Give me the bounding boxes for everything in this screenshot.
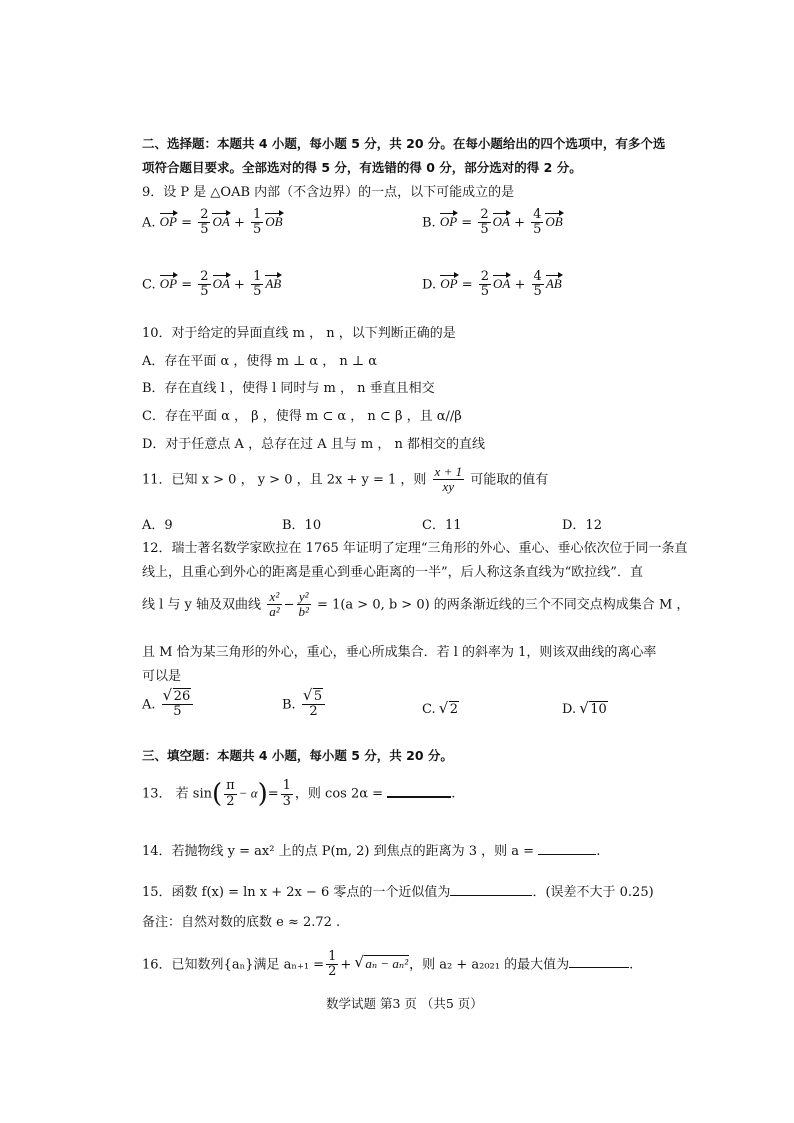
q9-d-frac1-num: 2 (480, 269, 490, 284)
q12-b-den: 2 (309, 704, 318, 720)
q12-a-rad: 26 (173, 689, 191, 704)
q13-rparen: ) (257, 779, 268, 809)
q9-d-label: D. (422, 277, 437, 293)
q9-c-frac2 (251, 270, 263, 300)
q16-frac-half (326, 950, 338, 980)
q10-option-c: C．存在平面 α ， β ，使得 m ⊂ α ， n ⊂ β ，且 α//β (142, 409, 462, 424)
q11-frac-num: x + 1 (434, 464, 463, 479)
q12-frac-x-num: x² (267, 590, 281, 605)
q12-c-sqrt (440, 702, 459, 717)
q13-pi: π (226, 778, 235, 794)
q9-d-vec-op: OP (440, 276, 458, 292)
q9-stem: 9．设 P 是 △OAB 内部（不含边界）的一点，以下可能成立的是 (142, 185, 515, 200)
q9-a-frac2 (251, 208, 263, 238)
q12-a-sqrt (164, 690, 192, 704)
q15-note: 备注：自然对数的底数 e ≈ 2.72 . (142, 915, 341, 930)
q9-c-label: C. (142, 277, 156, 293)
q9-a-frac1-num: 2 (200, 207, 209, 222)
q9-c-frac2-num: 1 (253, 269, 262, 284)
q11-stem (142, 465, 548, 495)
q13-pre: 13． 若 sin (142, 786, 213, 802)
q13-alpha: − α (238, 785, 258, 801)
q9-a-vec-op: OP (159, 214, 178, 230)
q13-eq: = (267, 786, 279, 802)
q9-a-frac2-num: 1 (252, 207, 262, 222)
q12-b-rad: 5 (313, 689, 323, 704)
section3-header: 三、填空题：本题共 4 小题，每小题 5 分，共 20 分。 (142, 748, 453, 763)
q9-b-frac1 (478, 208, 490, 238)
q13-post: ，则 cos 2α = (294, 786, 388, 802)
q9-a-frac2-den: 5 (252, 222, 262, 238)
q14-text: 14．若抛物线 y = ax² 上的点 P(m, 2) 到焦点的距离为 3 ，则 a = (142, 844, 539, 859)
section2-header-line1: 二、选择题：本题共 4 小题，每小题 5 分，共 20 分。在每小题给出的四个选项中，有多个选 (142, 136, 666, 151)
q15-answer-blank[interactable] (450, 894, 532, 896)
q9-b-vec-ob: OB (545, 214, 563, 230)
q16-answer-blank[interactable] (569, 966, 629, 968)
q11-option-a: A．9 (142, 518, 173, 533)
q13-two: 2 (226, 793, 235, 809)
q9-option-c: C. OP = $\frac{2}{5}$ OA + $\frac{1}{5}$ AB (142, 269, 282, 300)
q9-b-frac1-num: 2 (480, 207, 489, 222)
q13 (142, 779, 455, 809)
q9-d-frac2-den: 5 (533, 284, 542, 300)
q11-option-b: B．10 (282, 518, 322, 533)
q9-c-vec-oa: OA (212, 276, 230, 292)
q12-option-d (562, 702, 608, 717)
q12-c-rad: 2 (449, 702, 459, 717)
q15 (142, 881, 654, 900)
q12-line3-pre: 线 l 与 y 轴及双曲线 (142, 597, 262, 613)
q9-d-frac2-num: 4 (533, 269, 542, 284)
q10-option-a: A．存在平面 α ，使得 m ⊥ α ， n ⊥ α (142, 354, 378, 369)
q12-line3-post: = 1(a > 0, b > 0) 的两条渐近线的三个不同交点构成集合 M ， (317, 597, 690, 613)
q12-frac-x (267, 590, 281, 620)
page-footer: 数学试题 第3 页 （共5 页） (326, 996, 483, 1011)
q13-answer-blank[interactable] (387, 795, 451, 798)
q12-line4: 且 M 恰为某三角形的外心，重心，垂心所成集合．若 l 的斜率为 1，则该双曲线的离心率 (142, 645, 657, 660)
q12-d-label: D. (562, 702, 577, 717)
q9-b-frac2 (531, 208, 543, 238)
q16-end: . (629, 957, 634, 973)
q9-d-vec-oa: OA (493, 276, 511, 292)
q9-a-frac1-den: 5 (200, 222, 209, 238)
q9-option-a: A. OP = $\frac{2}{5}$ OA + $\frac{1}{5}$ OB (142, 207, 283, 238)
q11-option-d: D．12 (562, 518, 602, 533)
q15-text: 15．函数 f(x) = ln x + 2x − 6 零点的一个近似值为 (142, 885, 451, 900)
q12-line2: 线上，且重心到外心的距离是重心到垂心距离的一半”，后人称这条直线为“欧拉线”．直 (142, 565, 643, 580)
q16-half-num: 1 (328, 949, 337, 964)
q16-post: ，则 a₂ + a₂₀₂₁ 的最大值为 (409, 957, 570, 973)
q9-d-frac1-den: 5 (480, 284, 490, 300)
q9-b-frac2-num: 4 (533, 207, 542, 222)
q11-fraction (433, 465, 465, 495)
q12-a-den: 5 (173, 704, 182, 720)
q13-one: 1 (282, 778, 291, 794)
q13-frac-pi (224, 779, 237, 809)
q12-option-a (142, 690, 195, 720)
q9-a-vec-oa: OA (212, 214, 230, 230)
q9-d-frac1 (479, 270, 491, 300)
q9-c-frac1 (198, 270, 210, 300)
q9-b-vec-op: OP (439, 214, 458, 230)
q14 (142, 840, 600, 859)
q10-option-b: B．存在直线 l ，使得 l 同时与 m ， n 垂直且相交 (142, 381, 435, 396)
q12-line1: 12．瑞士著名数学家欧拉在 1765 年证明了定理“三角形的外心、重心、垂心依次位于同一条直 (142, 541, 688, 556)
q9-d-frac2 (532, 270, 544, 300)
q12-frac-x-den: a² (269, 604, 280, 620)
q9-c-vec-ab: AB (265, 276, 282, 292)
q14-end: . (596, 844, 601, 859)
q9-c-vec-op: OP (159, 276, 178, 292)
q13-three: 3 (282, 793, 291, 809)
q9-d-vec-ab: AB (545, 276, 562, 292)
q10-stem: 10．对于给定的异面直线 m ， n ，以下判断正确的是 (142, 326, 456, 341)
q9-b-vec-oa: OA (492, 214, 510, 230)
q12-b-frac (302, 690, 325, 720)
q9-option-d: D. OP = $\frac{2}{5}$ OA + $\frac{4}{5}$ AB (422, 269, 562, 300)
q12-line5: 可以是 (142, 669, 182, 684)
q12-a-label: A. (142, 697, 156, 713)
q12-option-c (422, 702, 459, 717)
q11-stem-post: 可能取的值有 (470, 472, 549, 488)
q12-d-sqrt (580, 702, 608, 717)
q12-d-rad: 10 (590, 702, 607, 717)
q9-a-label: A. (142, 215, 156, 231)
q9-a-vec-ob: OB (265, 214, 283, 230)
q9-b-frac1-den: 5 (480, 222, 489, 238)
q11-stem-pre: 11．已知 x > 0 ， y > 0 ，且 2x + y = 1 ，则 (142, 472, 427, 488)
q13-end: . (451, 786, 456, 802)
q13-lparen: ( (212, 779, 223, 809)
q15-end: ．(误差不大于 0.25) (532, 885, 654, 900)
q16-pre: 16．已知数列{aₙ}满足 aₙ₊₁ = (142, 957, 325, 973)
q9-b-frac2-den: 5 (533, 222, 542, 238)
q12-b-label: B. (282, 697, 296, 713)
section2-header-line2: 项符合题目要求。全部选对的得 5 分，有选错的得 0 分，部分选对的得 2 分。 (142, 160, 582, 175)
q12-a-frac (162, 690, 194, 720)
q12-frac-y (297, 590, 311, 620)
q9-c-frac1-den: 5 (200, 284, 209, 300)
q12-c-label: C. (422, 702, 436, 717)
q16-sqrt (355, 956, 409, 972)
q11-frac-den: xy (442, 479, 455, 495)
q11-option-c: C．11 (422, 518, 462, 533)
q12-b-sqrt (304, 690, 323, 704)
q13-frac-third (281, 779, 293, 809)
q12-frac-y-den: b² (298, 604, 309, 620)
q9-c-frac2-den: 5 (253, 284, 262, 300)
q9-c-frac1-num: 2 (200, 269, 209, 284)
q12-option-b (282, 690, 327, 720)
q16-half-den: 2 (328, 964, 337, 980)
q9-a-frac1 (198, 208, 210, 238)
q9-b-label: B. (422, 215, 436, 231)
q16: 16．已知数列{aₙ}满足 aₙ₊₁ = $\frac{1}{2}$ + √ aₙ − aₙ²，则 a₂ + a₂₀₂₁ 的最大值为 . (142, 950, 633, 980)
q9-option-b: B. OP = $\frac{2}{5}$ OA + $\frac{4}{5}$ OB (422, 207, 563, 238)
q12-line3: 线 l 与 y 轴及双曲线 $\frac{\text{x²}}{\text{a²}}$ − $\frac{\text{y²}}{\text{b²}}$ = 1(a > 0, b > 0) 的两条渐近线的三个不同交点构成集合 M ， (142, 589, 690, 620)
q16-rad: aₙ − aₙ² (365, 956, 409, 972)
q14-answer-blank[interactable] (538, 853, 596, 855)
q10-option-d: D．对于任意点 A ，总存在过 A 且与 m ， n 都相交的直线 (142, 437, 485, 452)
q12-frac-y-num: y² (297, 590, 311, 605)
